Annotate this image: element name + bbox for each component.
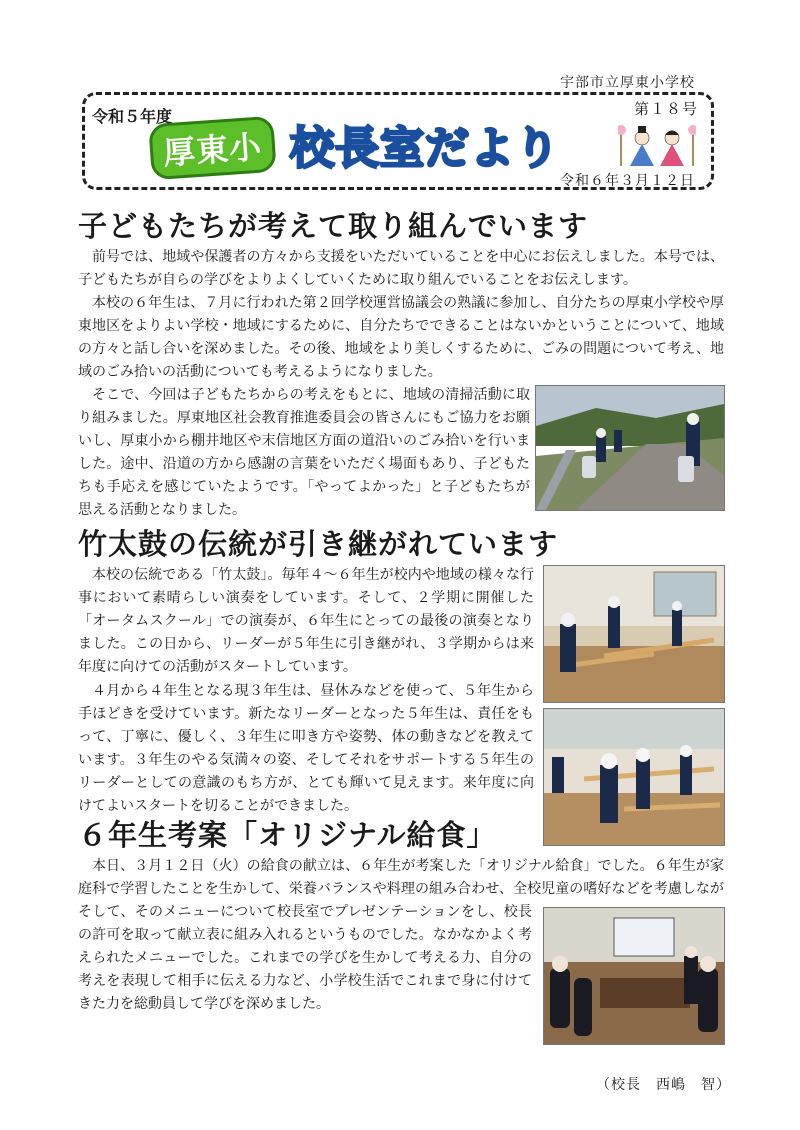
- cleanup-activity-photo: [535, 385, 725, 511]
- section-heading-lunch: ６年生考案「オリジナル給食」: [78, 818, 497, 852]
- principal-signature: （校長 西嶋 智）: [596, 1077, 731, 1093]
- issue-number: 第１８号: [634, 100, 699, 118]
- hina-dolls-icon: [618, 120, 696, 168]
- section1-paragraph-2: 本校の６年生は、７月に行われた第２回学校運営協議会の熟議に参加し、自分たちの厚東小学校や厚東地区をよりよい学校・地域にするために、自分たちでできることはないかということについて、地域の方々と話し合いを深めました。その後、地域をより美しくするために、ごみの問題について考え、地域のごみ拾いの活動についても考えるようになりました。: [78, 295, 724, 380]
- school-logo-text: 厚東小: [148, 116, 277, 181]
- section-heading-cleanup: 子どもたちが考えて取り組んでいます: [78, 209, 589, 243]
- section3-paragraph-intro: 本日、３月１２日（火）の給食の献立は、６年生が考案した「オリジナル給食」でした。６年生が家庭科で学習したことを生かして、栄養バランスや料理の組み合わせ、全校児童の嗜好などを考慮しなが: [78, 858, 724, 897]
- section1-paragraph-1: 前号では、地域や保護者の方々から支援をいただいていることを中心にお伝えしました。本号では、子どもたちが自らの学びをよりよくしていくために取り組んでいることをお伝えします。: [78, 249, 724, 288]
- section1-paragraph-3: そこで、今回は子どもたちからの考えをもとに、地域の清掃活動に取り組みました。厚東地区社会教育推進委員会の皆さんにもご協力をお願いし、厚東小から棚井地区や末信地区方面の道沿いのごみ拾いを行いました。途中、沿道の方から感謝の言葉をいただく場面もあり、子どもたちも手応えを感じていたようです。「やってよかった」と子どもたちが思える活動となりました。: [78, 387, 530, 518]
- section2-paragraph-1: 本校の伝統である「竹太鼓」。毎年４～６年生が校内や地域の様々な行事において素晴らしい演奏をしています。そして、２学期に開催した「オータムスクール」での演奏が、６年生にとっての最後の演奏となりました。この日から、リーダーが５年生に引き継がれ、３学期からは来年度に向けての活動がスタートしています。: [78, 567, 534, 675]
- taiko-practice-photo-2: [543, 708, 725, 846]
- section-heading-taiko: 竹太鼓の伝統が引き継がれています: [78, 527, 559, 561]
- section3-paragraph-continued: そして、そのメニューについて校長室でプレゼンテーションをし、校長の許可を取って献立表に組み入れるというものでした。なかなかよく考えられたメニューでした。これまでの学びを生かして考える力、自分の考えを表現して相手に伝える力など、小学校生活でこれまで身に付けてきた力を総動員して学びを深めました。: [78, 904, 532, 1012]
- school-name: 宇部市立厚東小学校: [560, 75, 695, 91]
- newsletter-title: 校長室だより: [290, 123, 560, 174]
- lunch-presentation-photo: [543, 907, 725, 1045]
- section2-paragraph-2: ４月から４年生となる現３年生は、昼休みなどを使って、５年生から手ほどきを受けています。新たなリーダーとなった５年生は、責任をもって、丁寧に、優しく、３年生に叩き方や姿勢、体の動きなどを教えています。３年生のやる気満々の姿、そしてそれをサポートする５年生のリーダーとしての意識のもち方が、とても輝いて見えます。来年度に向けてよいスタートを切ることができました。: [78, 683, 534, 814]
- taiko-practice-photo-1: [543, 565, 725, 703]
- year-label: 令和５年度: [92, 107, 173, 126]
- issue-date: 令和６年３月１２日: [560, 173, 695, 189]
